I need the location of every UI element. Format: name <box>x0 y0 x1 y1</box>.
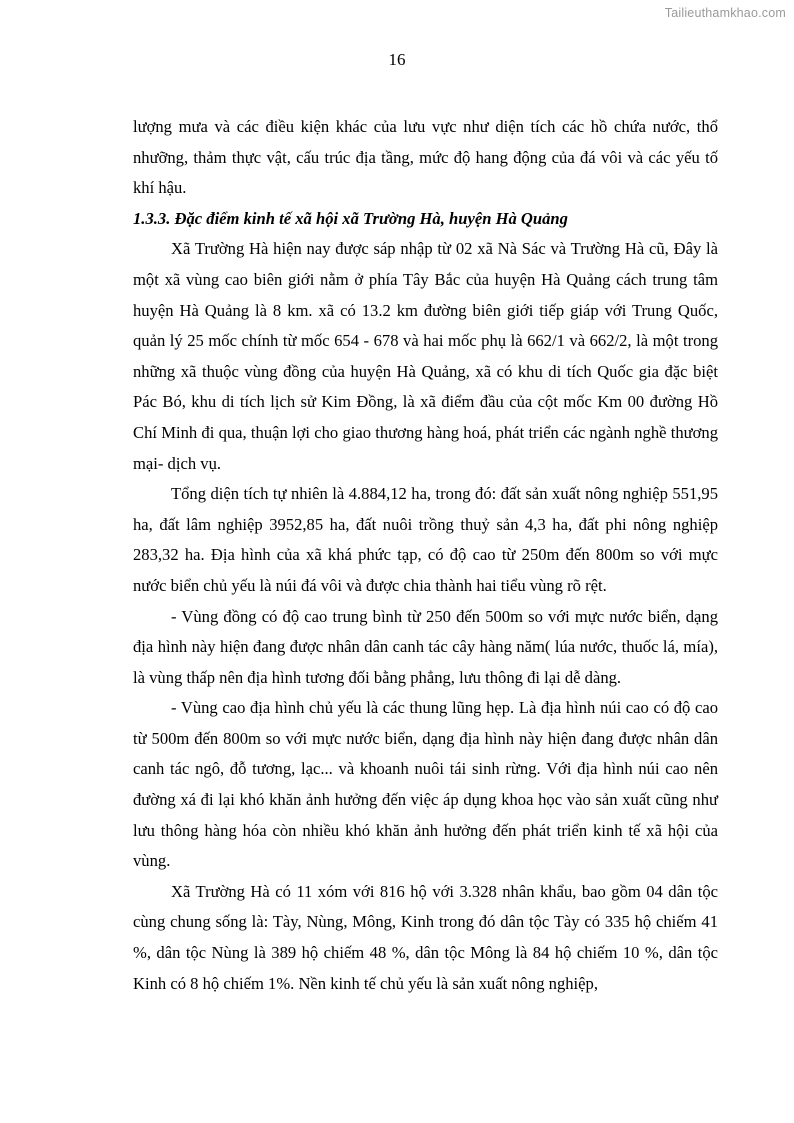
document-body <box>133 112 718 999</box>
paragraph-lowland-zone: - Vùng đồng có độ cao trung bình từ 250 đến 500m so với mực nước biển, dạng địa hình này hiện đang được nhân dân canh tác cây hàng năm( lúa nước, thuốc lá, mía), là vùng thấp nên địa hình tương đối bằng phẳng, lưu thông đi lại dễ dàng. <box>133 606 718 687</box>
paragraph-highland-zone: - Vùng cao địa hình chủ yếu là các thung lũng hẹp. Là địa hình núi cao có độ cao từ 500m đến 800m so với mực nước biển, dạng địa hình này hiện đang được nhân dân canh tác ngô, đỗ tương, lạc... và khoanh nuôi tái sinh rừng. Với địa hình núi cao nên đường xá đi lại khó khăn ảnh hưởng đến việc áp dụng khoa học vào sản xuất cũng như lưu thông hàng hóa còn nhiều khó khăn ảnh hưởng đến phát triển kinh tế xã hội của vùng. <box>133 698 718 871</box>
paragraph-land-area: Tổng diện tích tự nhiên là 4.884,12 ha, trong đó: đất sản xuất nông nghiệp 551,95 ha, đất lâm nghiệp 3952,85 ha, đất nuôi trồng thuỷ sản 4,3 ha, đất phi nông nghiệp 283,32 ha. Địa hình của xã khá phức tạp, có độ cao từ 250m đến 800m so với mực nước biển chủ yếu là núi đá vôi và được chia thành hai tiểu vùng rõ rệt. <box>133 484 718 595</box>
page-number: 16 <box>388 50 406 69</box>
section-heading: 1.3.3. Đặc điểm kinh tế xã hội xã Trường Hà, huyện Hà Quảng <box>133 208 568 228</box>
watermark-text: Tailieuthamkhao.com <box>664 6 786 20</box>
paragraph-continuation: lượng mưa và các điều kiện khác của lưu vực như diện tích các hồ chứa nước, thổ nhưỡng, thảm thực vật, cấu trúc địa tầng, mức độ hang động của đá vôi và các yếu tố khí hậu. <box>133 117 718 198</box>
paragraph-population: Xã Trường Hà có 11 xóm với 816 hộ với 3.328 nhân khẩu, bao gồm 04 dân tộc cùng chung sống là: Tày, Nùng, Mông, Kinh trong đó dân tộc Tày có 335 hộ chiếm 41 %, dân tộc Nùng là 389 hộ chiếm 48 %, dân tộc Mông là 84 hộ chiếm 10 %, dân tộc Kinh có 8 hộ chiếm 1%. Nền kinh tế chủ yếu là sản xuất nông nghiệp, <box>133 881 718 993</box>
paragraph-location: Xã Trường Hà hiện nay được sáp nhập từ 02 xã Nà Sác và Trường Hà cũ, Đây là một xã vùng cao biên giới nằm ở phía Tây Bắc của huyện Hà Quảng cách trung tâm huyện Hà Quảng là 8 km. xã có 13.2 km đường biên giới tiếp giáp với Trung Quốc, quản lý 25 mốc chính từ mốc 654 - 678 và hai mốc phụ là 662/1 và 662/2, là một trong những xã thuộc vùng đồng của huyện Hà Quảng, xã có khu di tích Quốc gia đặc biệt Pác Bó, khu di tích lịch sử Kim Đồng, là xã điểm đầu của cột mốc Km 00 đường Hồ Chí Minh đi qua, thuận lợi cho giao thương hàng hoá, phát triển các ngành nghề thương mại- dịch vụ. <box>133 239 718 473</box>
